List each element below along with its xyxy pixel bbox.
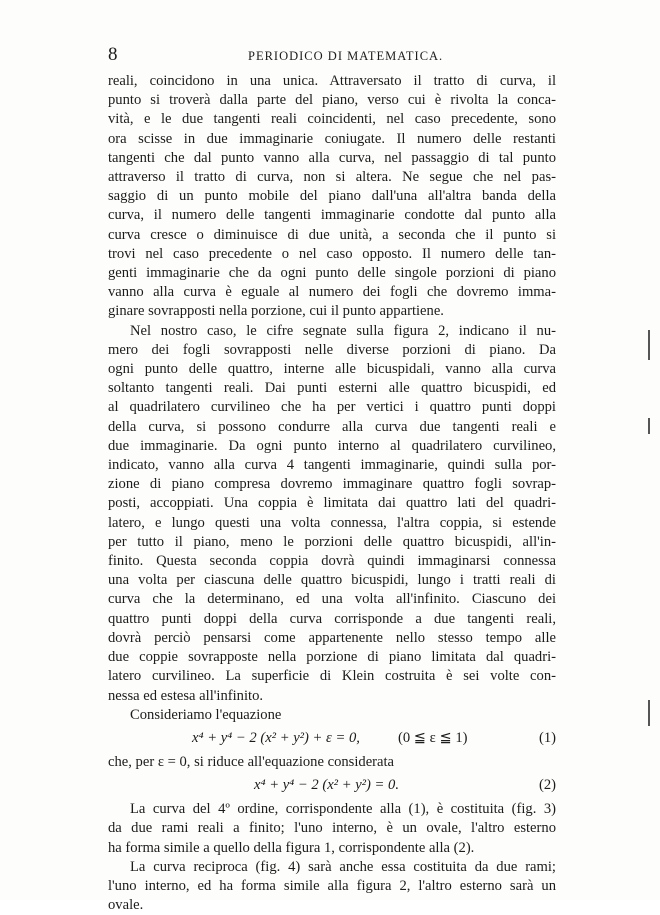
text-line: una volta per ciascuna delle quattro bicuspidi, lungo i tratti reali di	[108, 572, 556, 589]
text-line: ora scisse in due immaginarie coniugate. Il numero delle restanti	[108, 130, 556, 147]
text-line: curva cresce o diminuisce di due unità, a seconda che il punto si	[108, 226, 556, 243]
text-line: vità, e le due tangenti reali coincidenti, nel caso precedente, sono	[108, 111, 556, 128]
equation	[108, 772, 556, 800]
paragraph	[108, 800, 556, 858]
text-line: indicato, vanno alla curva 4 tangenti immaginarie, quindi sulla por-	[108, 457, 556, 474]
text-line: latero, e lungo questi una volta connessa, l'altra coppia, si estende	[108, 514, 556, 531]
text-line: due coppie sovrapposte nella porzione di piano limitata dal quadri-	[108, 649, 556, 666]
text-line: nessa ed estesa all'infinito.	[108, 687, 264, 704]
text-line: ha forma simile a quello della figura 1, corrispondente alla (2).	[108, 839, 475, 856]
text-line: ginare sovrapposti nella porzione, cui il punto appartiene.	[108, 303, 444, 320]
text-line: La curva del 4º ordine, corrispondente alla (1), è costituita (fig. 3)	[130, 801, 556, 818]
scan-mark	[648, 330, 650, 360]
text-line: genti immaginarie che da ogni punto delle singole porzioni di piano	[108, 265, 556, 282]
text-line: quattro punti doppi della curva corrisponde a due tangenti reali,	[108, 610, 556, 627]
text-line: Nel nostro caso, le cifre segnate sulla figura 2, indicano il nu-	[130, 322, 556, 339]
running-head: PERIODICO DI MATEMATICA.	[248, 49, 444, 63]
text-line: saggio di un punto mobile del piano dall'una all'altra banda della	[108, 188, 556, 205]
text-line: tangenti che dal punto vanno alla curva, nel passaggio di tal punto	[108, 149, 556, 166]
text-line: curva, il numero delle tangenti immaginarie condotte dal punto alla	[108, 207, 556, 224]
text-line: Consideriamo l'equazione	[130, 706, 282, 723]
page-header	[108, 44, 556, 68]
text-line: della curva, si possono condurre alla curva due tangenti reali e	[108, 418, 556, 435]
equation-body: x⁴ + y⁴ − 2 (x² + y²) = 0.	[254, 777, 399, 794]
text-line: ovale.	[108, 897, 144, 914]
text-line: al quadrilatero curvilineo che ha per vertici i quattro punti doppi	[108, 399, 556, 416]
paragraph	[108, 322, 556, 706]
text-line: ogni punto delle quattro, interne alle bicuspidali, vanno alla curva	[108, 361, 556, 378]
equation-body: x⁴ + y⁴ − 2 (x² + y²) + ε = 0,	[192, 729, 360, 746]
text-line: La curva reciproca (fig. 4) sarà anche essa costituita da due rami;	[130, 858, 556, 875]
text-line: da due rami reali a finito; l'uno interno, è un ovale, l'altro esterno	[108, 820, 556, 837]
text-line: mero dei fogli sovrapposti nelle diverse porzioni di piano. Da	[108, 341, 556, 358]
equation-number: (2)	[538, 777, 556, 794]
scan-mark	[648, 700, 650, 726]
text-line: per tutto il piano, meno le porzioni delle quattro bicuspidi, all'in-	[108, 533, 556, 550]
text-line: curva che la determinano, ed una volta all'infinito. Ciascuno dei	[108, 591, 556, 608]
text-line: l'uno interno, ed ha forma simile alla figura 2, l'altro esterno sarà un	[108, 877, 556, 894]
text-line: reali, coincidono in una unica. Attraversato il tratto di curva, il	[108, 73, 556, 89]
paragraph	[108, 753, 556, 772]
text-line: finito. Questa seconda coppia dovrà quindi immaginarsi connessa	[108, 553, 556, 570]
text-line: trovi nel caso precedente o nel caso opposto. Il numero delle tan-	[108, 245, 556, 262]
scan-mark	[648, 418, 650, 434]
paragraph	[108, 858, 556, 915]
text-line: soltanto tangenti reali. Dai punti esterni alle quattro bicuspidi, ed	[108, 380, 556, 397]
text-line: zione di piano compresa dovremo immaginare quattro fogli sovrap-	[108, 476, 556, 493]
text-line: vanno alla curva è eguale al numero dei fogli che dovremo imma-	[108, 284, 556, 301]
paragraph	[108, 706, 556, 725]
text-line: latero curvilineo. La superficie di Klein costruita è sei volte con-	[108, 668, 556, 685]
text-line: dovrà perciò pensarsi come appartenente nello stesso tempo alle	[108, 629, 556, 646]
text-line: che, per ε = 0, si riduce all'equazione considerata	[108, 753, 395, 770]
page-number: 8	[108, 44, 118, 65]
equation-number: (1)	[538, 729, 556, 746]
equation	[108, 725, 556, 753]
text-line: due immaginarie. Da ogni punto interno al quadrilatero curvilineo,	[108, 437, 556, 454]
body-text	[108, 72, 556, 915]
paragraph	[108, 72, 556, 322]
equation-condition: (0 ≦ ε ≦ 1)	[398, 729, 468, 746]
text-line: attraverso il tratto di curva, non si altera. Ne segue che nel pas-	[108, 169, 556, 186]
text-line: punto si troverà dalla parte del piano, verso cui è rivolta la conca-	[108, 92, 556, 109]
text-line: posti, accoppiati. Una coppia è limitata dai quattro lati del quadri-	[108, 495, 556, 512]
